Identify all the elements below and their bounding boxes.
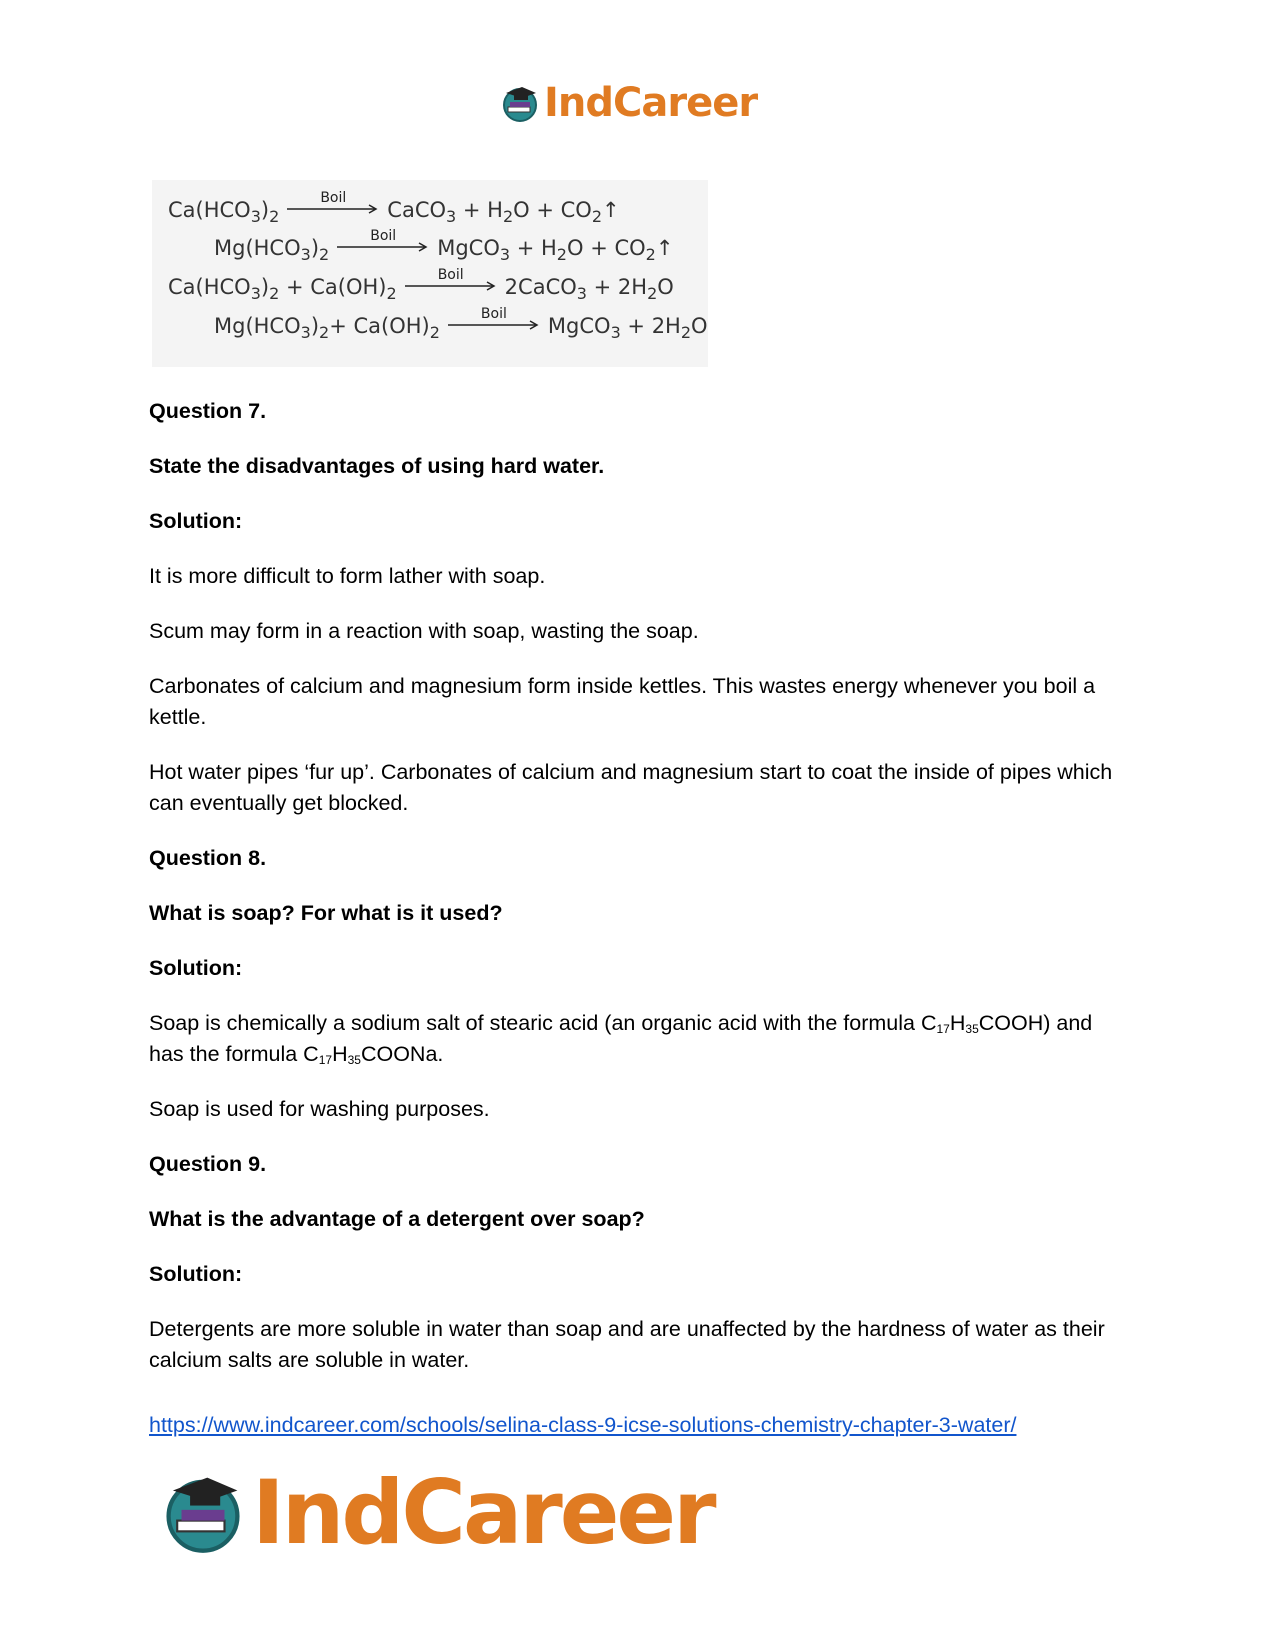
eq2-arrow: Boil xyxy=(337,232,429,260)
eq4-lhs: $Mg(HCO_3)_2+ Ca(OH)_2$ xyxy=(214,314,440,342)
graduation-book-globe-icon xyxy=(500,83,540,123)
eq1-rhs: CaCO$_3$ + $H_2O$ + $CO_2↑$ xyxy=(387,198,620,226)
eq3-arrow: Boil xyxy=(405,271,497,299)
graduation-book-globe-icon xyxy=(160,1469,246,1555)
equations-image xyxy=(152,180,708,367)
eq1-arrow: Boil xyxy=(287,194,379,222)
solution-7-answer-3: Carbonates of calcium and magnesium form inside kettles. This wastes energy whenever you boil a kettle. xyxy=(149,674,1096,729)
main-content xyxy=(149,396,1129,1400)
solution-8-answer-1: Soap is chemically a sodium salt of stearic acid (an organic acid with the formula $C_{17}H_{35}COOH$) and has the formula $C_{17}H_{35}COONa$. xyxy=(149,1011,1093,1067)
eq3-lhs: $Ca(HCO_3)_2 + Ca(OH)_2$ xyxy=(168,275,397,303)
solution-7-label: Solution: xyxy=(149,509,243,533)
question-7-title: Question 7. xyxy=(149,399,267,423)
question-8-title: Question 8. xyxy=(149,846,267,870)
question-9-title: Question 9. xyxy=(149,1152,267,1176)
eq4-arrow: Boil xyxy=(448,310,540,338)
question-7-text: State the disadvantages of using hard water. xyxy=(149,454,605,478)
logo-text: IndCareer xyxy=(544,80,758,126)
solution-8-answer-2: Soap is used for washing purposes. xyxy=(149,1097,490,1121)
solution-7-answer-4: Hot water pipes ‘fur up’. Carbonates of calcium and magnesium start to coat the inside of pipes which can eventually get blocked. xyxy=(149,760,1113,815)
question-9-text: What is the advantage of a detergent over soap? xyxy=(149,1207,645,1231)
equation-3 xyxy=(168,263,674,303)
equation-2 xyxy=(214,224,674,264)
logo-text: IndCareer xyxy=(252,1460,714,1564)
source-link[interactable]: https://www.indcareer.com/schools/selina-class-9-icse-solutions-chemistry-chapter-3-water/ xyxy=(149,1413,1017,1437)
solution-9-label: Solution: xyxy=(149,1262,243,1286)
footer-logo xyxy=(160,1462,720,1562)
solution-7-answer-2: Scum may form in a reaction with soap, wasting the soap. xyxy=(149,619,699,643)
solution-8-label: Solution: xyxy=(149,956,243,980)
solution-9-answer: Detergents are more soluble in water than soap and are unaffected by the hardness of water as their calcium salts are soluble in water. xyxy=(149,1317,1105,1372)
eq4-rhs: MgCO$_3$ + $2H_2O$ xyxy=(547,314,708,342)
eq2-lhs: $Mg(HCO_3)_2$ xyxy=(214,236,330,264)
eq1-lhs: $Ca(HCO_3)_2$ xyxy=(168,198,280,226)
question-8-text: What is soap? For what is it used? xyxy=(149,901,503,925)
equation-1 xyxy=(168,186,620,226)
header-logo xyxy=(500,78,780,128)
solution-7-answer-1: It is more difficult to form lather with soap. xyxy=(149,564,546,588)
eq2-rhs: MgCO$_3$ + $H_2O$ + $CO_2↑$ xyxy=(437,236,674,264)
eq3-rhs: 2CaCO$_3$ + $2H_2O$ xyxy=(504,275,674,303)
equation-4 xyxy=(214,302,708,342)
